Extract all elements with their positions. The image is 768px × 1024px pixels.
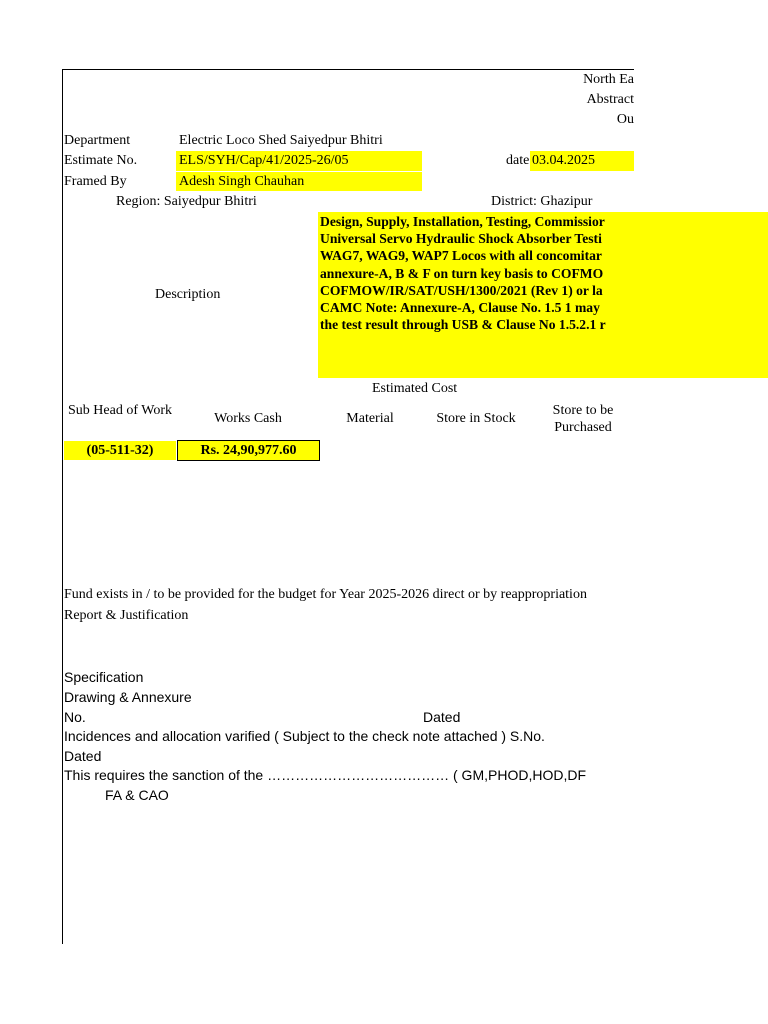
header-title: North Ea [583,72,634,87]
region-text: Region: Saiyedpur Bhitri [116,194,257,209]
department-value: Electric Loco Shed Saiyedpur Bhitri [179,133,383,148]
incidences-text: Incidences and allocation varified ( Subject to the check note attached ) S.No. [64,728,545,744]
dated-label: Dated [423,709,461,725]
fund-text: Fund exists in / to be provided for the budget for Year 2025-2026 direct or by reappropriation [64,587,587,602]
description-line: WAG7, WAG9, WAP7 Locos with all concomitar [320,248,602,264]
date-label: date [506,153,530,168]
header-store-in-stock: Store in Stock [436,411,516,426]
fa-cao-text: FA & CAO [105,787,169,803]
estimate-label: Estimate No. [64,153,138,168]
header-works-cash: Works Cash [214,411,282,426]
header-subtitle: Abstract [586,92,634,107]
report-justification: Report & Justification [64,608,189,623]
header-subhead-of-work: Sub Head of Work [68,403,172,418]
framed-value: Adesh Singh Chauhan [176,172,422,191]
specification-label: Specification [64,669,144,685]
drawing-annexure-label: Drawing & Annexure [64,689,192,705]
description-label: Description [155,287,221,302]
description-text [320,213,634,335]
estimate-value: ELS/SYH/Cap/41/2025-26/05 [176,151,422,171]
description-line: Universal Servo Hydraulic Shock Absorber Testi [320,231,602,247]
left-border-line [62,69,63,944]
description-line: Design, Supply, Installation, Testing, Commissior [320,214,605,229]
top-border-line [62,69,634,70]
no-label: No. [64,709,86,725]
subhead-value: (05-511-32) [64,441,176,460]
header-line3: Ou [616,112,634,127]
district-text: District: Ghazipur [491,194,593,209]
sanction-text: This requires the sanction of the ………………………………… ( GM,PHOD,HOD,DF [64,767,586,783]
framed-label: Framed By [64,174,127,189]
description-line: the test result through USB & Clause No 1.5.2.1 r [320,317,606,333]
department-label: Department [64,133,131,148]
description-line: COFMOW/IR/SAT/USH/1300/2021 (Rev 1) or la [320,282,603,298]
date-value: 03.04.2025 [530,151,634,171]
header-material: Material [346,411,394,426]
description-line: CAMC Note: Annexure-A, Clause No. 1.5 1 may [320,300,600,316]
estimated-cost-title: Estimated Cost [372,381,458,396]
works-cash-value: Rs. 24,90,977.60 [177,440,320,461]
dated2-label: Dated [64,748,102,764]
description-line: annexure-A, B & F on turn key basis to COFMO [320,265,604,281]
header-store-to-be-purchased: Store to be Purchased [552,403,614,435]
